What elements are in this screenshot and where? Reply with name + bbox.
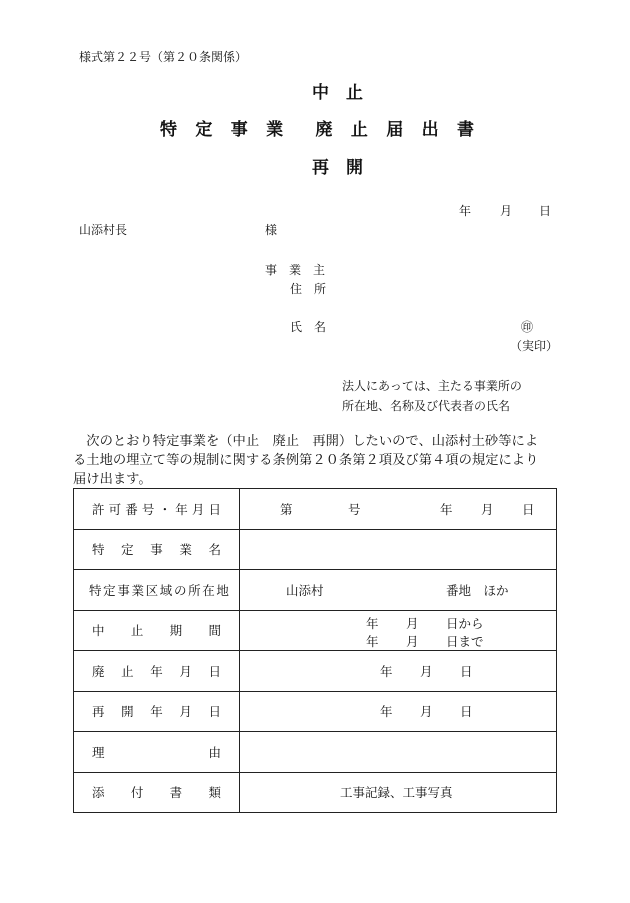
title-option-suspend: 中 止 xyxy=(312,83,363,103)
label-business-area-location: 特 定 事 業 区 域 の 所 在 地 xyxy=(74,570,240,611)
table-row xyxy=(74,610,557,651)
title-char: 書 xyxy=(457,120,474,140)
abolition-day: 日 xyxy=(460,663,473,679)
addressee-honorific: 様 xyxy=(265,223,278,237)
statement-line: る土地の埋立て等の規制に関する条例第２０条第２項及び第４項の規定により xyxy=(73,453,539,468)
table-row xyxy=(74,529,557,570)
label-suspension-period: 中 止 期 間 xyxy=(74,610,240,651)
seal-note: （実印） xyxy=(510,339,559,353)
notification-form-table xyxy=(73,488,557,813)
title-char: 止 xyxy=(350,120,368,140)
title-char: 届 xyxy=(386,120,404,140)
title-char: 事 xyxy=(230,120,248,140)
seal-icon: ㊞ xyxy=(521,320,534,334)
date-month: 月 xyxy=(500,204,513,218)
label-reason: 理 由 xyxy=(74,732,240,773)
field-resumption-date[interactable] xyxy=(240,691,557,732)
period-to-month: 月 xyxy=(406,633,419,649)
table-row xyxy=(74,772,557,813)
table-row xyxy=(74,570,557,611)
corporate-note-line1: 法人にあっては、主たる事業所の xyxy=(342,379,522,393)
label-resumption-date: 再 開 年 月 日 xyxy=(74,691,240,732)
abolition-year: 年 xyxy=(380,663,393,679)
period-to-year: 年 xyxy=(366,633,379,649)
table-row xyxy=(74,691,557,732)
addressee-name: 山添村長 xyxy=(79,223,128,237)
title-char: 定 xyxy=(195,120,213,140)
title-option-resume: 再 開 xyxy=(312,158,363,178)
field-business-name[interactable] xyxy=(240,529,557,570)
label-business-name: 特 定 事 業 名 xyxy=(74,529,240,570)
field-business-area-location[interactable] xyxy=(240,570,557,611)
label-attached-documents: 添 付 書 類 xyxy=(74,772,240,813)
period-to-day: 日まで xyxy=(446,633,484,649)
permit-year: 年 xyxy=(440,501,453,517)
statement-line: 次のとおり特定事業を（中止 廃止 再開）したいので、山添村土砂等によ xyxy=(73,434,539,449)
permit-month: 月 xyxy=(481,501,494,517)
table-row xyxy=(74,651,557,692)
period-from-year: 年 xyxy=(366,615,379,631)
applicant-role: 事 業 主 xyxy=(265,263,326,277)
page-title xyxy=(160,115,474,140)
table-row xyxy=(74,489,557,530)
field-permit-number-date[interactable] xyxy=(240,489,557,530)
field-suspension-period[interactable] xyxy=(240,610,557,651)
statement-line: 届け出ます。 xyxy=(73,472,152,487)
title-char: 廃 xyxy=(315,120,333,140)
location-banchi: 番地 ほか xyxy=(446,582,509,598)
applicant-address-label: 住 所 xyxy=(290,282,327,296)
applicant-name-label: 氏 名 xyxy=(290,320,327,334)
permit-day: 日 xyxy=(522,501,535,517)
abolition-month: 月 xyxy=(420,663,433,679)
period-from-month: 月 xyxy=(406,615,419,631)
title-char: 特 xyxy=(160,120,177,140)
field-attached-documents[interactable] xyxy=(240,772,557,813)
field-abolition-date[interactable] xyxy=(240,651,557,692)
resumption-day: 日 xyxy=(460,704,473,720)
date-day: 日 xyxy=(539,204,552,218)
attachments-value: 工事記録、工事写真 xyxy=(340,785,453,801)
title-char: 業 xyxy=(266,120,284,140)
location-village: 山添村 xyxy=(286,582,324,598)
title-char: 出 xyxy=(421,120,439,140)
label-permit-number-date: 許 可 番 号 ・ 年 月 日 xyxy=(74,489,240,530)
period-from-day: 日から xyxy=(446,615,484,631)
permit-dai: 第 xyxy=(280,501,293,517)
form-number: 様式第２２号（第２０条関係） xyxy=(79,50,248,64)
resumption-year: 年 xyxy=(380,704,393,720)
corporate-note-line2: 所在地、名称及び代表者の氏名 xyxy=(342,399,511,413)
table-row xyxy=(74,732,557,773)
notification-statement xyxy=(73,432,559,489)
field-reason[interactable] xyxy=(240,732,557,773)
date-year: 年 xyxy=(459,204,472,218)
permit-go: 号 xyxy=(348,501,361,517)
label-abolition-date: 廃 止 年 月 日 xyxy=(74,651,240,692)
resumption-month: 月 xyxy=(420,704,433,720)
